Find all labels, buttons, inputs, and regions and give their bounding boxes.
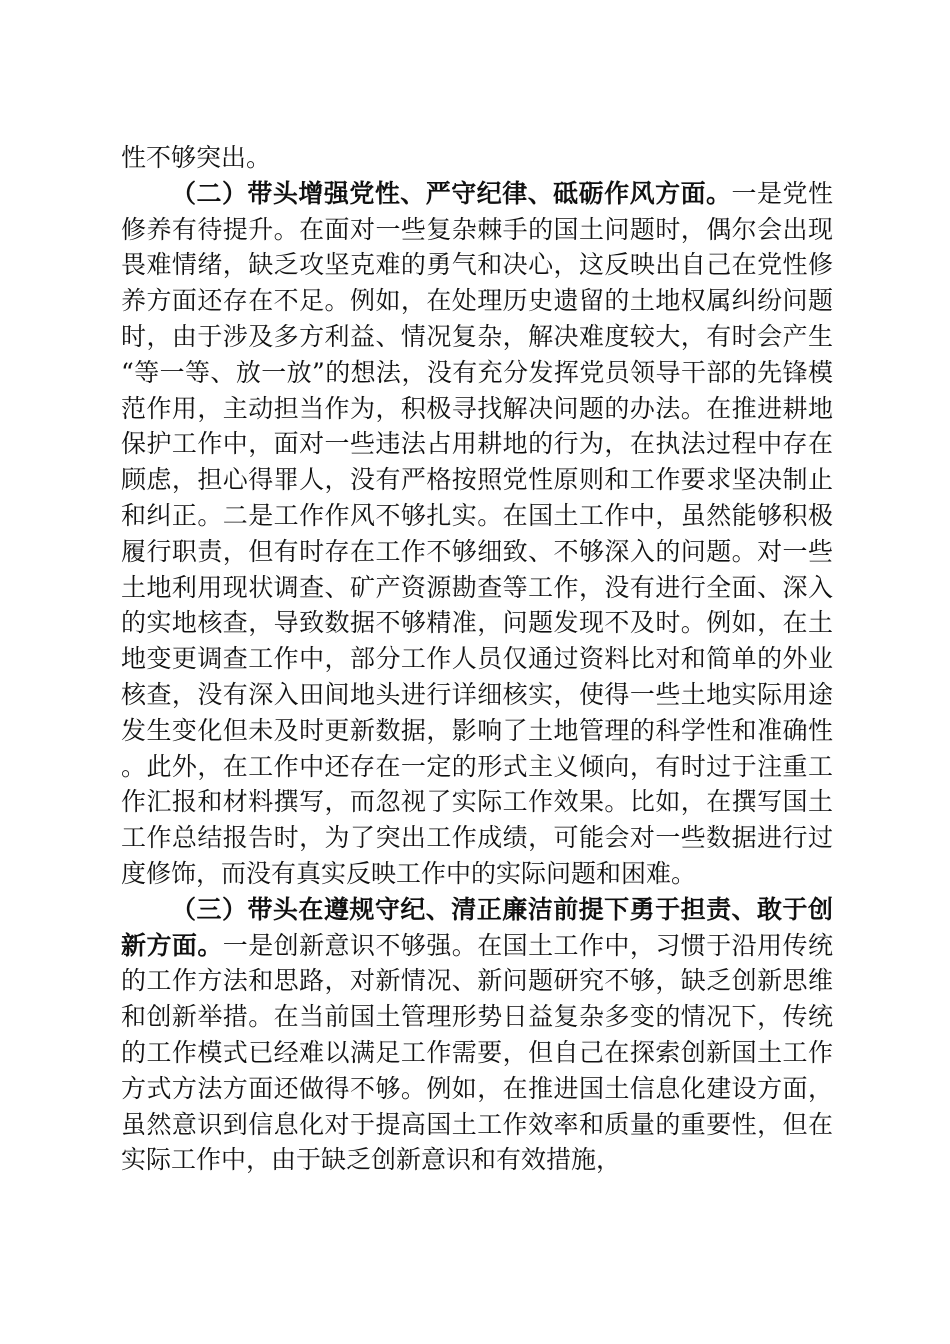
paragraph-text: 性不够突出。 <box>121 143 272 172</box>
section-heading-3: （三）带头在遵规守纪、清正廉洁前提下勇于担责、敢于创新方面。 <box>121 894 833 960</box>
document-page <box>121 140 833 1178</box>
paragraph-section-2 <box>121 176 833 892</box>
paragraph-section-3 <box>121 892 833 1178</box>
paragraph-continuation <box>121 140 833 176</box>
paragraph-text: 一是党性修养有待提升。在面对一些复杂棘手的国土问题时，偶尔会出现畏难情绪，缺乏攻坚克难的勇气和决心，这反映出自己在党性修养方面还存在不足。例如，在处理历史遗留的土地权属纠纷问题时，由于涉及多方利益、情况复杂，解决难度较大，有时会产生“等一等、放一放”的想法，没有充分发挥党员领导干部的先锋模范作用，主动担当作为，积极寻找解决问题的办法。在推进耕地保护工作中，面对一些违法占用耕地的行为，在执法过程中存在顾虑，担心得罪人，没有严格按照党性原则和工作要求坚决制止和纠正。二是工作作风不够扎实。在国土工作中，虽然能够积极履行职责，但有时存在工作不够细致、不够深入的问题。对一些土地利用现状调查、矿产资源勘查等工作，没有进行全面、深入的实地核查，导致数据不够精准，问题发现不及时。例如，在土地变更调查工作中，部分工作人员仅通过资料比对和简单的外业核查，没有深入田间地头进行详细核实，使得一些土地实际用途发生变化但未及时更新数据，影响了土地管理的科学性和准确性。此外，在工作中还存在一定的形式主义倾向，有时过于注重工作汇报和材料撰写，而忽视了实际工作效果。比如，在撰写国土工作总结报告时，为了突出工作成绩，可能会对一些数据进行过度修饰，而没有真实反映工作中的实际问题和困难。 <box>121 178 833 888</box>
paragraph-text: 一是创新意识不够强。在国土工作中，习惯于沿用传统的工作方法和思路，对新情况、新问题研究不够，缺乏创新思维和创新举措。在当前国土管理形势日益复杂多变的情况下，传统的工作模式已经难以满足工作需要，但自己在探索创新国土工作方式方法方面还做得不够。例如，在推进国土信息化建设方面，虽然意识到信息化对于提高国土工作效率和质量的重要性，但在实际工作中，由于缺乏创新意识和有效措施， <box>121 930 833 1175</box>
section-heading-2: （二）带头增强党性、严守纪律、砥砺作风方面。 <box>171 178 732 208</box>
